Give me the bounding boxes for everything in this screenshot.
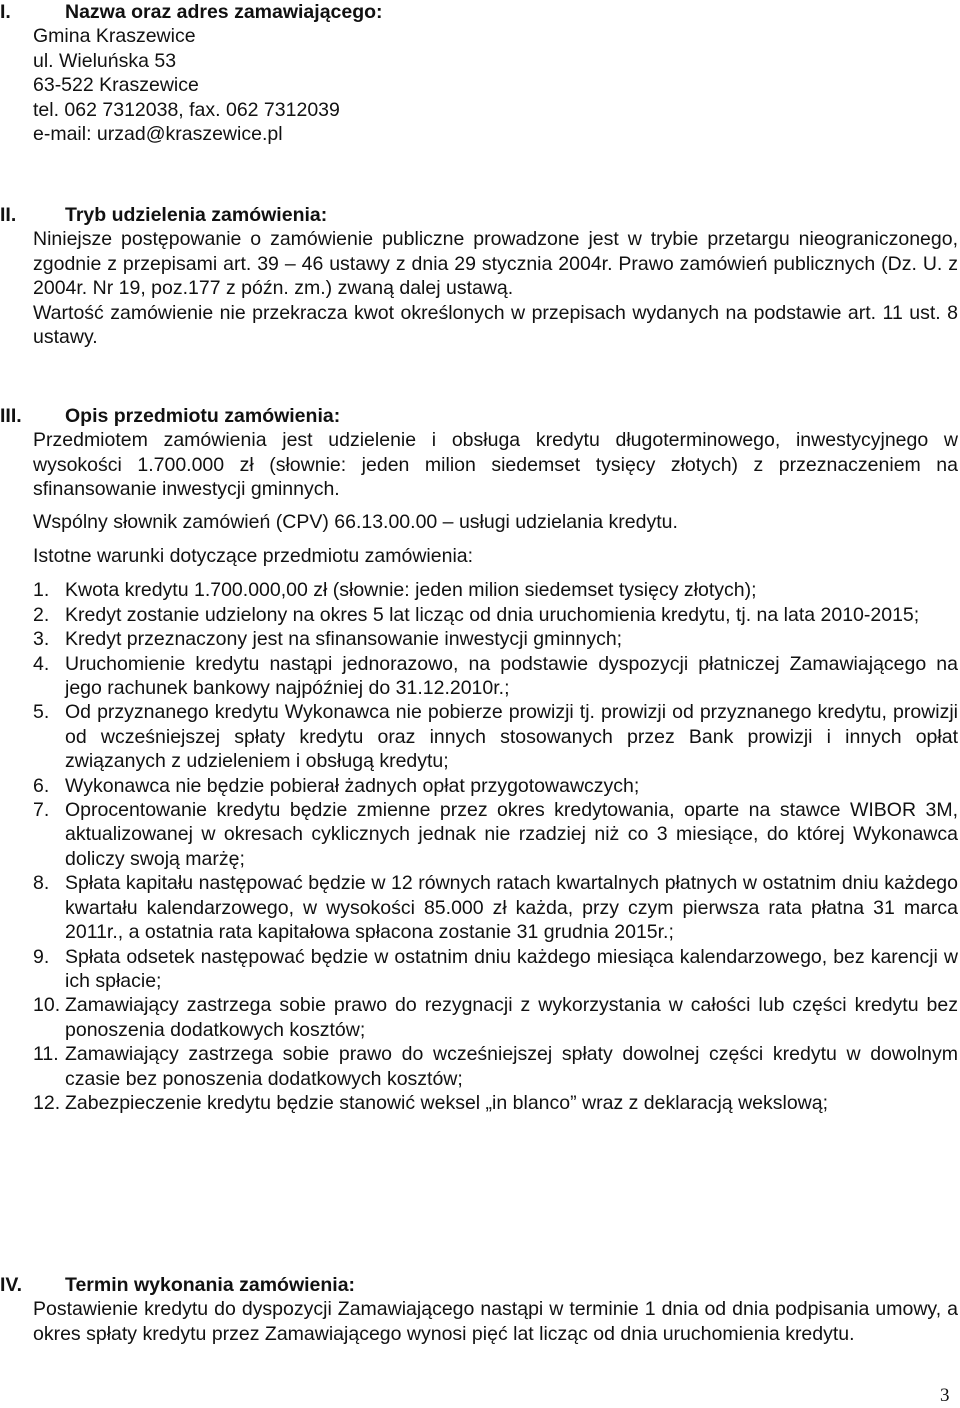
item-number: 7. <box>33 799 50 822</box>
address-block <box>0 24 958 146</box>
list-item <box>0 603 958 627</box>
section-title: Termin wykonania zamówienia: <box>65 1274 356 1296</box>
list-item <box>0 945 958 994</box>
item-text: Oprocentowanie kredytu będzie zmienne przez okres kredytowania, oparte na stawce WIBOR 3M, aktualizowanej w okresach cyklicznych jednak nie rzadziej niż co 3 miesiące, do której Wykonawca doliczy swoją marżę; <box>65 799 958 870</box>
email-line: e-mail: urzad@kraszewice.pl <box>33 123 283 146</box>
item-text: Od przyznanego kredytu Wykonawca nie pobierze prowizji tj. prowizji od przyznanego kredytu, prowizji od wcześniejszej spłaty kredytu oraz innych stosowanych przez Bank prowizji i innych opłat związanych z udzieleniem i obsługą kredytu; <box>65 701 958 773</box>
procedure-paragraph: Niniejsze postępowanie o zamówienie publiczne prowadzone jest w trybie przetargu nieograniczonego, zgodnie z przepisami art. 39 – 46 ustawy z dnia 29 stycznia 2004r. Prawo zamówień publicznych (Dz. U. z 2004r. Nr 19, poz.177 z późn. zm.) zwaną dalej ustawą. <box>33 228 958 300</box>
section-title: Opis przedmiotu zamówienia: <box>65 405 341 427</box>
item-text: Uruchomienie kredytu nastąpi jednorazowo, na podstawie dyspozycji płatniczej Zamawiającego na jego rachunek bankowy najpóźniej do 31.12.2010r.; <box>65 652 958 700</box>
address-line: ul. Wieluńska 53 <box>33 49 177 72</box>
list-item <box>0 993 958 1042</box>
list-item <box>0 700 958 773</box>
item-number: 12. <box>33 1091 61 1114</box>
item-text: Spłata kapitału następować będzie w 12 równych ratach kwartalnych płatnych w ostatnim dniu każdego kwartału kalendarzowego, w wysokości 85.000 zł każda, przy czym pierwsza rata płatna 31 marca 2011r., a ostatnia rata kapitałowa spłacona zostanie 31 grudnia 2015r.; <box>65 872 958 944</box>
section-heading <box>0 0 958 24</box>
section-number: I. <box>0 1 11 23</box>
section-heading <box>0 1273 958 1297</box>
section-title: Nazwa oraz adres zamawiającego: <box>65 1 383 23</box>
list-item <box>0 774 958 798</box>
section-subject-description <box>0 404 958 1115</box>
item-number: 11. <box>33 1043 59 1066</box>
section-procedure-mode <box>0 203 958 349</box>
item-number: 2. <box>33 603 50 626</box>
section-title: Tryb udzielenia zamówienia: <box>65 204 328 226</box>
item-text: Kredyt przeznaczony jest na sfinansowanie inwestycji gminnych; <box>65 628 623 651</box>
section-heading <box>0 203 958 227</box>
list-item <box>0 578 958 602</box>
item-number: 6. <box>33 774 50 797</box>
section-number: IV. <box>0 1274 23 1296</box>
item-text: Spłata odsetek następować będzie w ostatnim dniu każdego miesiąca kalendarzowego, bez karencji w ich spłacie; <box>65 945 958 992</box>
address-line: 63-522 Kraszewice <box>33 74 199 97</box>
section-body <box>0 227 958 349</box>
item-text: Wykonawca nie będzie pobierał żadnych opłat przygotowawczych; <box>65 774 640 797</box>
item-text: Kwota kredytu 1.700.000,00 zł (słownie: jeden milion siedemset tysięcy złotych); <box>65 579 757 602</box>
address-line: Gmina Kraszewice <box>33 25 196 48</box>
item-number: 1. <box>33 579 50 602</box>
section-completion-date <box>0 1273 958 1346</box>
section-body <box>0 428 958 568</box>
item-number: 8. <box>33 872 50 895</box>
section-number: III. <box>0 405 22 427</box>
conditions-list <box>0 578 958 1115</box>
value-paragraph: Wartość zamówienie nie przekracza kwot określonych w przepisach wydanych na podstawie art. 11 ust. 8 ustawy. <box>33 301 958 349</box>
list-item <box>0 1091 958 1115</box>
section-heading <box>0 404 958 428</box>
cpv-line: Wspólny słownik zamówień (CPV) 66.13.00.00 – usługi udzielania kredytu. <box>33 510 678 533</box>
item-text: Zamawiający zastrzega sobie prawo do wcześniejszej spłaty dowolnej części kredytu w dowolnym czasie bez ponoszenia dodatkowych kosztów; <box>65 1043 958 1090</box>
item-number: 9. <box>33 945 50 968</box>
list-item <box>0 871 958 944</box>
list-item <box>0 652 958 701</box>
deadline-paragraph: Postawienie kredytu do dyspozycji Zamawiającego nastąpi w terminie 1 dnia od dnia podpisania umowy, a okres spłaty kredytu przez Zamawiającego wynosi pięć lat licząc od dnia uruchomienia kredytu. <box>33 1298 958 1345</box>
phone-fax-line: tel. 062 7312038, fax. 062 7312039 <box>33 98 340 121</box>
item-number: 4. <box>33 652 50 675</box>
subject-paragraph: Przedmiotem zamówienia jest udzielenie i obsługa kredytu długoterminowego, inwestycyjnego w wysokości 1.700.000 zł (słownie: jeden milion siedemset tysięcy złotych) z przeznaczeniem na sfinansowanie inwestycji gminnych. <box>33 429 958 501</box>
conditions-heading: Istotne warunki dotyczące przedmiotu zamówienia: <box>33 545 474 568</box>
section-contracting-authority <box>0 0 958 146</box>
section-body <box>0 1297 958 1346</box>
item-text: Zamawiający zastrzega sobie prawo do rezygnacji z wykorzystania w całości lub części kredytu bez ponoszenia dodatkowych kosztów; <box>65 994 958 1041</box>
item-text: Zabezpieczenie kredytu będzie stanowić weksel „in blanco” wraz z deklaracją wekslową; <box>65 1091 829 1114</box>
list-item <box>0 1042 958 1091</box>
section-number: II. <box>0 204 17 226</box>
item-number: 3. <box>33 628 50 651</box>
item-number: 5. <box>33 701 50 724</box>
page-number: 3 <box>940 1385 950 1406</box>
item-text: Kredyt zostanie udzielony na okres 5 lat licząc od dnia uruchomienia kredytu, tj. na lata 2010-2015; <box>65 603 920 626</box>
list-item <box>0 627 958 651</box>
item-number: 10. <box>33 994 61 1017</box>
list-item <box>0 798 958 871</box>
